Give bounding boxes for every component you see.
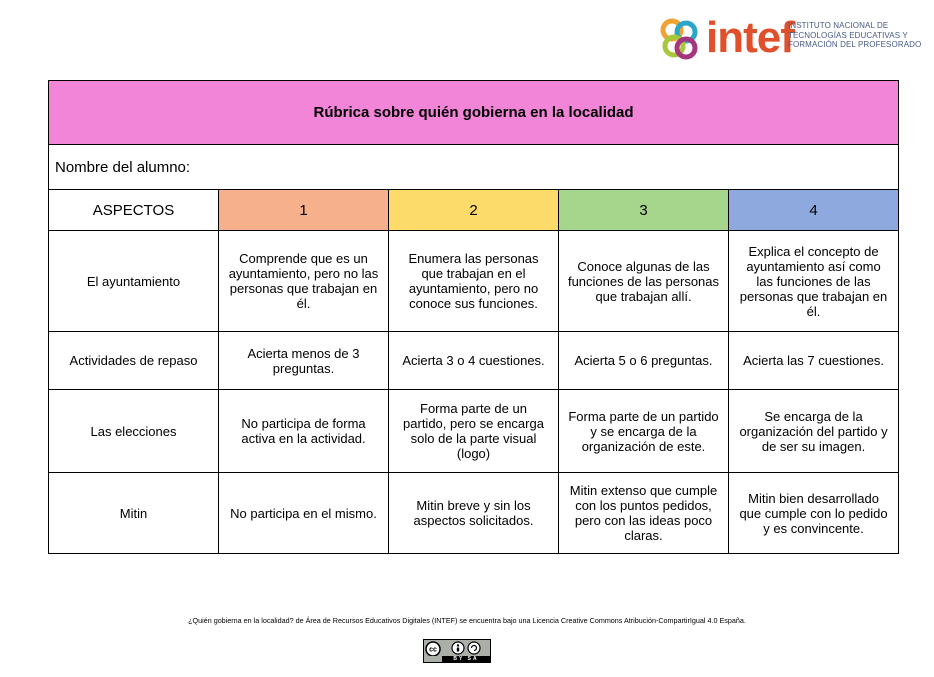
cc-by-sa-badge[interactable] xyxy=(423,639,491,663)
table-row xyxy=(49,231,899,332)
table-row xyxy=(49,473,899,554)
header-level-1: 1 xyxy=(219,190,389,231)
level-cell: Comprende que es un ayuntamiento, pero no las personas que trabajan en él. xyxy=(219,231,389,332)
level-cell: No participa en el mismo. xyxy=(219,473,389,554)
header-level-2: 2 xyxy=(389,190,559,231)
intef-emblem-icon xyxy=(656,16,702,62)
logo-subtitle xyxy=(788,21,922,50)
logo-subtitle-line: INSTITUTO NACIONAL DE xyxy=(788,21,889,30)
logo-subtitle-line: TECNOLOGÍAS EDUCATIVAS Y xyxy=(788,30,908,40)
level-cell: Mitin bien desarrollado que cumple con lo pedido y es convincente. xyxy=(729,473,899,554)
logo-wordmark: intef xyxy=(706,13,794,62)
creative-commons-icon xyxy=(424,640,490,656)
level-cell: Forma parte de un partido y se encarga de la organización de este. xyxy=(559,390,729,473)
aspect-cell: Las elecciones xyxy=(49,390,219,473)
rubric-title-row xyxy=(49,81,899,145)
header-row xyxy=(49,190,899,231)
level-cell: Mitin breve y sin los aspectos solicitados. xyxy=(389,473,559,554)
level-cell: Explica el concepto de ayuntamiento así como las funciones de las personas que trabajan en él. xyxy=(729,231,899,332)
aspect-cell: Mitin xyxy=(49,473,219,554)
table-row xyxy=(49,332,899,390)
header-aspectos: ASPECTOS xyxy=(49,190,219,231)
header-level-3: 3 xyxy=(559,190,729,231)
logo-subtitle-line: FORMACIÓN DEL PROFESORADO xyxy=(788,40,922,49)
student-name-row xyxy=(49,145,899,190)
rubric-table xyxy=(48,80,899,554)
level-cell: Acierta 5 o 6 preguntas. xyxy=(559,332,729,390)
student-name-label: Nombre del alumno: xyxy=(49,145,899,190)
level-cell: Mitin extenso que cumple con los puntos pedidos, pero con las ideas poco claras. xyxy=(559,473,729,554)
level-cell: Acierta menos de 3 preguntas. xyxy=(219,332,389,390)
intef-logo xyxy=(656,13,922,62)
level-cell: No participa de forma activa en la actividad. xyxy=(219,390,389,473)
level-cell: Forma parte de un partido, pero se encarga solo de la parte visual (logo) xyxy=(389,390,559,473)
aspect-cell: El ayuntamiento xyxy=(49,231,219,332)
level-cell: Acierta 3 o 4 cuestiones. xyxy=(389,332,559,390)
rubric-title: Rúbrica sobre quién gobierna en la localidad xyxy=(49,81,899,145)
level-cell: Acierta las 7 cuestiones. xyxy=(729,332,899,390)
level-cell: Enumera las personas que trabajan en el ayuntamiento, pero no conoce sus funciones. xyxy=(389,231,559,332)
table-row xyxy=(49,390,899,473)
header-level-4: 4 xyxy=(729,190,899,231)
cc-badge-label: BY SA xyxy=(442,656,490,662)
level-cell: Se encarga de la organización del partido y de ser su imagen. xyxy=(729,390,899,473)
svg-text:cc: cc xyxy=(429,646,437,654)
aspect-cell: Actividades de repaso xyxy=(49,332,219,390)
license-footer: ¿Quién gobierna en la localidad? de Área de Recursos Educativos Digitales (INTEF) se encuentra bajo una Licencia Creative Commons Atribución-CompartirIgual 4.0 España. xyxy=(188,616,746,625)
level-cell: Conoce algunas de las funciones de las personas que trabajan allí. xyxy=(559,231,729,332)
